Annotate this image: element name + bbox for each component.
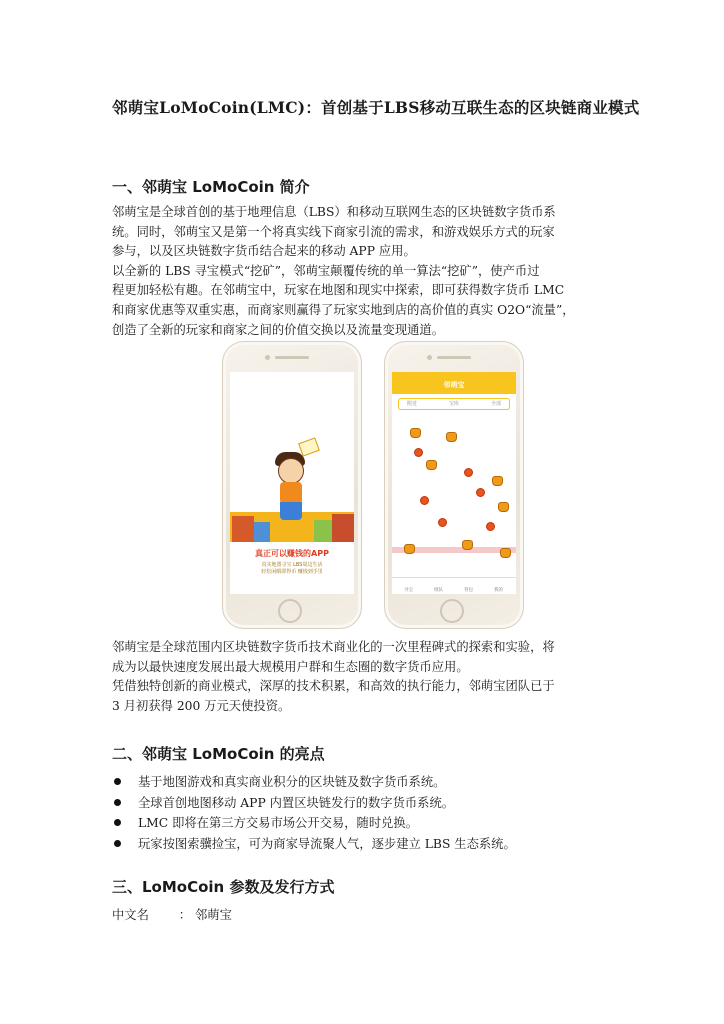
map-pin-icon[interactable] — [476, 488, 485, 497]
nav-mine[interactable]: 我的 — [494, 588, 503, 593]
text-line: 邻萌宝是全球首创的基于地理信息（LBS）和移动互联网生态的区块链数字货币系 — [112, 205, 556, 219]
coin-bag-icon[interactable] — [426, 460, 437, 470]
house-icon — [232, 516, 254, 542]
section-3-heading: 三、LoMoCoin 参数及发行方式 — [112, 878, 335, 896]
bullet-icon — [114, 840, 121, 847]
coin-bag-icon[interactable] — [492, 476, 503, 486]
section-1-intro — [112, 203, 642, 340]
param-row-chinese-name — [112, 905, 232, 923]
app-small-text — [230, 562, 354, 576]
phone-mockup-splash — [222, 341, 362, 629]
small-line: 真实地图寻宝 LBS周边生活 — [261, 562, 323, 568]
house-icon — [332, 514, 354, 542]
tab-all[interactable]: 全部 — [491, 401, 502, 407]
text-line: 以全新的 LBS 寻宝模式“挖矿”，邻萌宝颠覆传统的单一算法“挖矿”，使产币过 — [112, 263, 540, 278]
nav-treasure[interactable]: 寻宝 — [404, 588, 413, 593]
coin-card-icon — [298, 437, 320, 456]
coin-bag-icon[interactable] — [462, 540, 473, 550]
param-value: 邻萌宝 — [194, 908, 232, 922]
tab-treasury[interactable]: 宝库 — [449, 401, 460, 407]
house-icon — [314, 520, 332, 542]
character-head-icon — [278, 458, 304, 484]
list-item — [112, 834, 632, 855]
section-1-heading: 一、邻萌宝 LoMoCoin 简介 — [112, 178, 310, 196]
section-1-conclusion — [112, 638, 642, 716]
camera-icon — [427, 355, 432, 360]
text-line: 和商家优惠等双重实惠，而商家则赢得了玩家实地到店的高价值的真实 O2O“流量”， — [112, 302, 575, 317]
map-tabs[interactable] — [398, 398, 510, 410]
app-logo: LoMoCoin — [250, 390, 334, 408]
list-item — [112, 772, 632, 793]
bullet-icon — [114, 799, 121, 806]
character-body-icon — [280, 482, 302, 504]
list-item-text: 全球首创地图移动 APP 内置区块链发行的数字货币系统。 — [138, 795, 455, 810]
speaker-icon — [437, 356, 471, 359]
speaker-icon — [275, 356, 309, 359]
text-line: 参与，以及区块链数字货币结合起来的移动 APP 应用。 — [112, 244, 416, 259]
nav-team[interactable]: 组队 — [434, 588, 443, 593]
map-screen — [392, 372, 516, 594]
app-subtitle: 邻萌宝 — [280, 411, 304, 420]
bullet-icon — [114, 819, 121, 826]
section-2-heading: 二、邻萌宝 LoMoCoin 的亮点 — [112, 745, 325, 763]
list-item-text: LMC 即将在第三方交易市场公开交易，随时兑换。 — [138, 816, 419, 830]
tab-nearby[interactable]: 附近 — [407, 401, 418, 407]
list-item — [112, 793, 632, 814]
coin-bag-icon[interactable] — [410, 428, 421, 438]
home-button-icon — [278, 599, 302, 623]
camera-icon — [265, 355, 270, 360]
bullet-icon — [114, 778, 121, 785]
text-line: 程更加轻松有趣。在邻萌宝中，玩家在地图和现实中探索，即可获得数字货币 LMC — [112, 283, 565, 298]
map-road — [392, 452, 516, 457]
map-pin-icon[interactable] — [414, 448, 423, 457]
nav-bag[interactable]: 背包 — [464, 588, 473, 593]
param-label: 中文名 — [112, 908, 149, 922]
phone-mockup-map — [384, 341, 524, 629]
coin-bag-icon[interactable] — [404, 544, 415, 554]
map-pin-icon[interactable] — [420, 496, 429, 505]
character-legs-icon — [280, 502, 302, 520]
map-pin-icon[interactable] — [486, 522, 495, 531]
text-line: 凭借独特创新的商业模式，深厚的技术积累，和高效的执行能力，邻萌宝团队已于 — [112, 679, 555, 694]
list-item-text: 玩家按图索骥捡宝，可为商家导流聚人气，逐步建立 LBS 生态系统。 — [138, 836, 516, 851]
text-line: 成为以最快速度发展出最大规模用户群和生态圈的数字货币应用。 — [112, 659, 469, 674]
house-icon — [254, 522, 270, 542]
list-item — [112, 813, 632, 834]
coin-bag-icon[interactable] — [446, 432, 457, 442]
list-item-text: 基于地图游戏和真实商业积分的区块链及数字货币系统。 — [138, 775, 446, 789]
text-line: 3 月初获得 200 万元天使投资。 — [112, 698, 291, 713]
text-line: 邻萌宝是全球范围内区块链数字货币技术商业化的一次里程碑式的探索和实验，将 — [112, 640, 555, 654]
text-line: 统。同时，邻萌宝又是第一个将真实线下商家引流的需求，和游戏娱乐方式的玩家 — [112, 224, 555, 239]
map-pin-icon[interactable] — [464, 468, 473, 477]
small-line: 轻松闲暇即得币 赚钱到手里 — [261, 569, 323, 575]
map-title-bar: 邻萌宝 — [392, 372, 516, 394]
document-title: 邻萌宝LoMoCoin(LMC)：首创基于LBS移动互联生态的区块链商业模式 — [112, 98, 640, 117]
map-pin-icon[interactable] — [438, 518, 447, 527]
home-button-icon — [440, 599, 464, 623]
splash-screen — [230, 372, 354, 594]
highlights-list — [112, 772, 632, 854]
coin-bag-icon[interactable] — [500, 548, 511, 558]
param-separator: ： — [178, 908, 192, 922]
map-bottom-nav — [392, 577, 516, 594]
coin-bag-icon[interactable] — [498, 502, 509, 512]
text-line: 创造了全新的玩家和商家之间的价值交换以及流量变现通道。 — [112, 322, 445, 337]
app-tagline: 真正可以赚钱的APP — [255, 549, 329, 558]
